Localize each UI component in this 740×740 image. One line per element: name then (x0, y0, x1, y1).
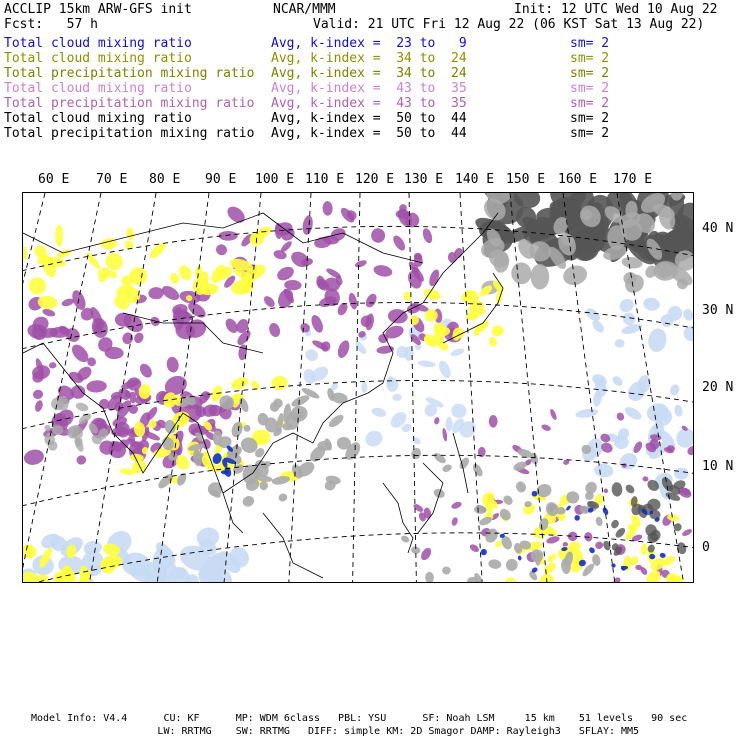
legend-field-name: Total cloud mixing ratio (4, 51, 192, 66)
cloud-patch (437, 359, 453, 380)
legend-smoothing: sm= 2 (570, 96, 610, 111)
cloud-patch (391, 233, 408, 252)
cloud-patch (458, 456, 471, 471)
cloud-patch (468, 543, 480, 554)
cloud-patch (126, 227, 135, 241)
cloud-patch (148, 287, 164, 300)
longitude-line (409, 193, 417, 583)
cloud-patch (361, 382, 367, 393)
cloud-patch (501, 494, 514, 507)
cloud-patch (611, 482, 622, 497)
cloud-patch (546, 535, 561, 545)
longitude-label: 120 E (355, 172, 395, 187)
legend-level-range: Avg, k-index = 34 to 24 (271, 51, 467, 66)
cloud-patch (166, 356, 180, 374)
longitude-label: 170 E (613, 172, 653, 187)
longitude-line (289, 193, 312, 583)
cloud-patch (195, 525, 221, 549)
forecast-hour: Fcst: 57 h (4, 17, 98, 32)
cloud-patch (364, 292, 379, 309)
legend-field-name: Total cloud mixing ratio (4, 111, 192, 126)
longitude-label: 90 E (205, 172, 237, 187)
cloud-patch (504, 557, 520, 573)
cloud-patch (267, 322, 281, 339)
legend-field-name: Total cloud mixing ratio (4, 81, 192, 96)
cloud-patch (481, 549, 487, 556)
cloud-patch (421, 227, 434, 244)
cloud-patch (75, 454, 87, 466)
longitude-label: 110 E (305, 172, 345, 187)
cloud-patch (262, 294, 277, 309)
cloud-patch (42, 308, 57, 318)
cloud-patch (674, 467, 690, 480)
cloud-patch (419, 546, 433, 562)
cloud-patch (546, 552, 558, 564)
cloud-patch (642, 296, 661, 312)
cloud-patch (427, 268, 441, 287)
cloud-patch (412, 503, 424, 514)
cloud-patch (49, 362, 57, 369)
cloud-patch (640, 544, 647, 555)
cloud-patch (505, 577, 515, 583)
longitude-label: 70 E (96, 172, 128, 187)
cloud-patch (487, 336, 498, 348)
cloud-patch (89, 316, 110, 340)
longitude-label: 80 E (149, 172, 181, 187)
cloud-patch (659, 552, 666, 558)
longitude-label: 130 E (404, 172, 444, 187)
cloud-patch (594, 541, 604, 550)
cloud-patch (372, 264, 393, 279)
cloud-patch (617, 296, 636, 315)
cloud-patch (647, 499, 660, 511)
cloud-patch (603, 488, 608, 493)
model-info-line2: LW: RRTMG SW: RRTMG DIFF: simple KM: 2D Smagor DAMP: Rayleigh3 SFLAY: MM5 (31, 726, 640, 737)
cloud-patch (387, 308, 408, 324)
cloud-patch (75, 401, 90, 413)
latitude-label: 10 N (702, 459, 734, 474)
cloud-patch (584, 306, 602, 324)
longitude-label: 150 E (506, 172, 546, 187)
cloud-patch (432, 451, 448, 465)
cloud-patch (451, 516, 459, 526)
cloud-patch (616, 450, 640, 473)
cloud-patch (32, 389, 44, 400)
cloud-patch (565, 505, 571, 512)
coastline (383, 483, 413, 553)
cloud-patch (471, 462, 485, 478)
cloud-patch (327, 413, 346, 430)
cloud-patch (514, 480, 528, 494)
cloud-patch (541, 423, 552, 432)
cloud-patch (542, 561, 558, 576)
cloud-patch (400, 534, 411, 544)
cloud-patch (207, 482, 223, 497)
cloud-patch (450, 501, 462, 510)
cloud-patch (650, 511, 653, 514)
coastline (263, 513, 323, 578)
cloud-patch (615, 339, 625, 348)
cloud-patch (488, 558, 502, 569)
cloud-patch (442, 566, 451, 574)
coastline (418, 463, 443, 533)
cloud-patch (34, 399, 44, 412)
cloud-patch (549, 408, 558, 421)
cloud-patch (593, 463, 614, 479)
cloud-patch (23, 246, 28, 260)
cloud-patch (681, 528, 693, 538)
valid-time: Valid: 21 UTC Fri 12 Aug 22 (06 KST Sat 13 Aug 22) (313, 17, 705, 32)
cloud-patch (370, 227, 386, 243)
legend-level-range: Avg, k-index = 34 to 24 (271, 66, 467, 81)
cloud-patch (309, 313, 325, 334)
cloud-patch (646, 327, 668, 354)
cloud-patch (100, 237, 117, 250)
cloud-patch (137, 362, 154, 380)
cloud-patch (674, 404, 683, 417)
legend-field-name: Total cloud mixing ratio (4, 36, 192, 51)
cloud-patch (23, 448, 45, 467)
latitude-label: 30 N (702, 303, 734, 318)
cloud-patch (615, 411, 625, 422)
cloud-patch (450, 347, 466, 358)
latitude-label: 0 (702, 540, 710, 555)
cloud-patch (392, 393, 402, 401)
cloud-patch (411, 436, 422, 446)
cloud-patch (371, 406, 388, 418)
cloud-patch (417, 360, 436, 368)
cloud-patch (354, 259, 368, 269)
cloud-patch (474, 505, 487, 514)
forecast-map (22, 192, 694, 583)
cloud-patch (510, 261, 532, 285)
cloud-patch (595, 516, 604, 527)
cloud-patch (614, 526, 627, 539)
cloud-patch (623, 405, 644, 422)
cloud-patch (610, 519, 621, 530)
longitude-line (460, 193, 483, 583)
cloud-patch (575, 407, 599, 419)
legend-field-name: Total precipitation mixing ratio (4, 66, 255, 81)
cloud-patch (277, 492, 288, 503)
cloud-patch (574, 515, 580, 521)
cloud-patch (610, 562, 616, 568)
cloud-patch (602, 540, 612, 552)
cloud-patch (354, 340, 369, 356)
cloud-patch (490, 323, 506, 338)
cloud-patch (588, 546, 596, 554)
cloud-patch (224, 203, 248, 226)
cloud-patch (489, 415, 498, 428)
legend-smoothing: sm= 2 (570, 66, 610, 81)
map-canvas (23, 193, 694, 583)
legend-level-range: Avg, k-index = 50 to 44 (271, 111, 467, 126)
cloud-patch (123, 239, 136, 252)
cloud-patch (121, 331, 134, 345)
cloud-patch (241, 494, 256, 508)
longitude-label: 160 E (558, 172, 598, 187)
legend-smoothing: sm= 2 (570, 81, 610, 96)
legend-level-range: Avg, k-index = 43 to 35 (271, 81, 467, 96)
cloud-patch (668, 383, 681, 397)
cloud-patch (304, 348, 320, 363)
legend-smoothing: sm= 2 (570, 111, 610, 126)
longitude-line (353, 193, 361, 583)
init-time: Init: 12 UTC Wed 10 Aug 22 (514, 2, 718, 17)
cloud-patch (433, 417, 440, 425)
cloud-patch (301, 215, 314, 236)
cloud-patch (611, 374, 625, 387)
cloud-patch (517, 555, 522, 561)
cloud-patch (132, 331, 145, 345)
cloud-patch (363, 428, 385, 449)
cloud-patch (624, 483, 636, 495)
cloud-patch (583, 480, 599, 496)
legend-smoothing: sm= 2 (570, 126, 610, 141)
cloud-patch (646, 544, 655, 554)
cloud-patch (347, 292, 358, 310)
legend-level-range: Avg, k-index = 50 to 44 (271, 126, 467, 141)
cloud-patch (85, 251, 102, 270)
legend-smoothing: sm= 2 (570, 36, 610, 51)
legend-smoothing: sm= 2 (570, 51, 610, 66)
legend-level-range: Avg, k-index = 43 to 35 (271, 96, 467, 111)
cloud-patch (410, 447, 423, 461)
longitude-label: 140 E (455, 172, 495, 187)
cloud-patch (446, 417, 453, 432)
longitude-label: 60 E (38, 172, 70, 187)
cloud-patch (642, 476, 649, 482)
cloud-patch (322, 201, 333, 216)
cloud-patch (376, 345, 395, 355)
cloud-patch (177, 263, 195, 282)
cloud-patch (86, 380, 107, 394)
legend-field-name: Total precipitation mixing ratio (4, 126, 255, 141)
legend-level-range: Avg, k-index = 23 to 9 (271, 36, 467, 51)
cloud-patch (249, 379, 260, 392)
longitude-label: 100 E (255, 172, 295, 187)
latitude-label: 20 N (702, 380, 734, 395)
organization-label: NCAR/MMM (273, 2, 336, 17)
latitude-line (23, 455, 694, 508)
model-title: ACCLIP 15km ARW-GFS init (4, 2, 192, 17)
cloud-patch (450, 402, 468, 419)
cloud-patch (632, 440, 644, 454)
cloud-patch (681, 307, 694, 322)
cloud-patch (28, 277, 46, 295)
cloud-patch (230, 375, 250, 391)
cloud-patch (425, 572, 434, 583)
model-info-line1: Model Info: V4.4 CU: KF MP: WDM 6class PBL: YSU SF: Noah LSM 15 km 51 levels 90 sec (31, 713, 688, 724)
cloud-patch (441, 463, 453, 473)
cloud-patch (271, 375, 288, 390)
legend-field-name: Total precipitation mixing ratio (4, 96, 255, 111)
cloud-patch (336, 339, 352, 360)
latitude-label: 40 N (702, 221, 734, 236)
cloud-patch (531, 264, 550, 290)
cloud-patch (169, 272, 181, 285)
cloud-patch (55, 225, 63, 247)
cloud-patch (214, 242, 229, 257)
